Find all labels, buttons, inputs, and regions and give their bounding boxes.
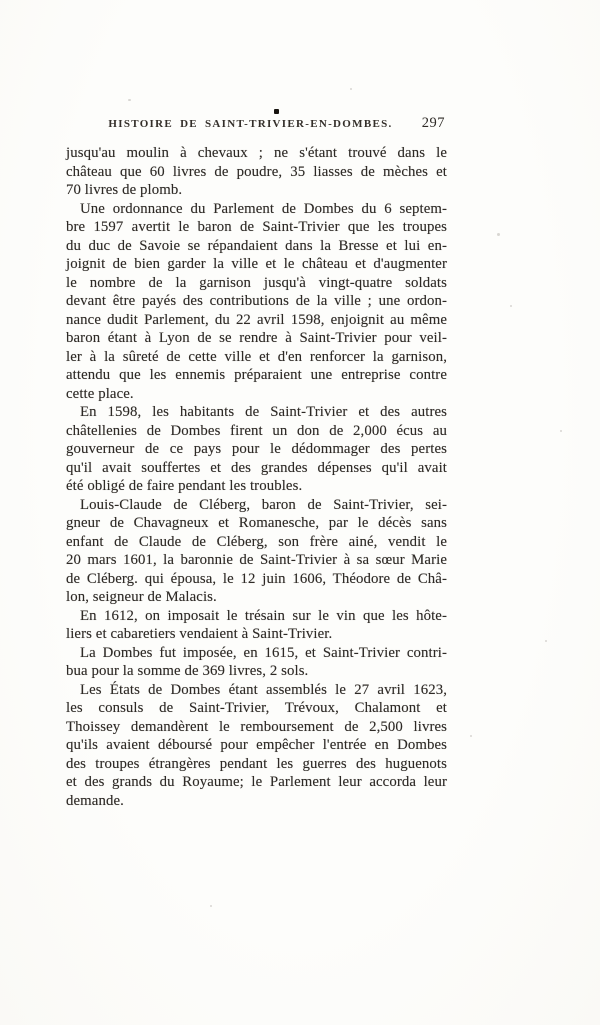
text-line: Thoissey demandèrent le remboursement de 2,500 livres <box>66 718 447 735</box>
text-line: ler à la sûreté de cette ville et d'en renforcer la garnison, <box>66 348 447 365</box>
scan-speckle <box>350 88 352 90</box>
text-line: nance dudit Parlement, du 22 avril 1598, enjoignit au même <box>66 311 447 328</box>
text-line: Louis-Claude de Cléberg, baron de Saint-Trivier, sei- <box>80 496 447 513</box>
page-header <box>66 115 447 136</box>
text-line: le nombre de la garnison jusqu'à vingt-quatre soldats <box>66 274 447 291</box>
text-line: demande. <box>66 792 124 809</box>
paragraph <box>66 403 447 496</box>
text-line: joignit de bien garder la ville et le château et d'augmenter <box>66 256 447 272</box>
text-line: baron étant à Lyon de se rendre à Saint-Trivier pour veil- <box>66 330 447 346</box>
text-line: les consuls de Saint-Trivier, Trévoux, Chalamont et <box>66 700 447 716</box>
paragraph <box>66 681 447 811</box>
text-line: bua pour la somme de 369 livres, 2 sols. <box>66 663 309 679</box>
paragraph <box>66 496 447 607</box>
text-line: 70 livres de plomb. <box>66 182 183 198</box>
text-line: La Dombes fut imposée, en 1615, et Saint-Trivier contri- <box>80 644 447 661</box>
text-line: gouverneur de ce pays pour le dédommager des pertes <box>66 441 447 457</box>
paragraph <box>66 644 447 681</box>
running-title: HISTOIRE DE SAINT-TRIVIER-EN-DOMBES. <box>108 118 393 130</box>
text-line: de Cléberg. qui épousa, le 12 juin 1606, Théodore de Châ- <box>66 570 447 587</box>
text-line: En 1598, les habitants de Saint-Trivier et des autres <box>80 404 447 420</box>
text-line: liers et cabaretiers vendaient à Saint-Trivier. <box>66 626 333 642</box>
text-line: jusqu'au moulin à chevaux ; ne s'étant trouvé dans le <box>66 145 447 161</box>
scan-speckle <box>470 735 472 737</box>
text-line: des troupes étrangères pendant les guerres des huguenots <box>66 755 447 772</box>
text-line: Les États de Dombes étant assemblés le 27 avril 1623, <box>80 681 447 698</box>
scan-speckle <box>510 305 512 307</box>
text-line: cette place. <box>66 385 134 402</box>
text-line: châtellenies de Dombes firent un don de 2,000 écus au <box>66 422 447 439</box>
text-line: devant être payés des contributions de la ville ; une ordon- <box>66 293 447 309</box>
text-line: Une ordonnance du Parlement de Dombes du 6 septem- <box>80 200 447 217</box>
ink-dot-mark <box>274 109 279 114</box>
text-line: château que 60 livres de poudre, 35 liasses de mèches et <box>66 163 447 180</box>
scan-speckle <box>560 430 562 432</box>
paragraph <box>66 200 447 404</box>
text-line: et des grands du Royaume; le Parlement leur accorda leur <box>66 774 447 790</box>
scan-speckle <box>497 233 500 236</box>
text-line: qu'il avait souffertes et des grandes dépenses qu'il avait <box>66 459 447 476</box>
text-line: gneur de Chavagneux et Romanesche, par le décès sans <box>66 515 447 531</box>
text-line: qu'ils avaient déboursé pour empêcher l'entrée en Dombes <box>66 737 447 753</box>
text-block <box>66 144 447 810</box>
paragraph <box>66 144 447 200</box>
text-line: bre 1597 avertit le baron de Saint-Trivier que les troupes <box>66 219 447 235</box>
text-line: lon, seigneur de Malacis. <box>66 589 217 605</box>
page-number: 297 <box>421 115 445 131</box>
text-line: du duc de Savoie se répandaient dans la Bresse et lui en- <box>66 237 447 254</box>
text-line: 20 mars 1601, la baronnie de Saint-Trivier à sa sœur Marie <box>66 552 447 568</box>
text-line: été obligé de faire pendant les troubles. <box>66 478 303 494</box>
scan-speckle <box>545 640 547 642</box>
text-line: En 1612, on imposait le trésain sur le vin que les hôte- <box>80 607 447 624</box>
scan-speckle <box>210 905 212 907</box>
text-line: attendu que les ennemis préparaient une entreprise contre <box>66 367 447 383</box>
text-line: enfant de Claude de Cléberg, son frère ainé, vendit le <box>66 533 447 550</box>
scan-speckle <box>128 99 131 101</box>
paragraph <box>66 607 447 644</box>
